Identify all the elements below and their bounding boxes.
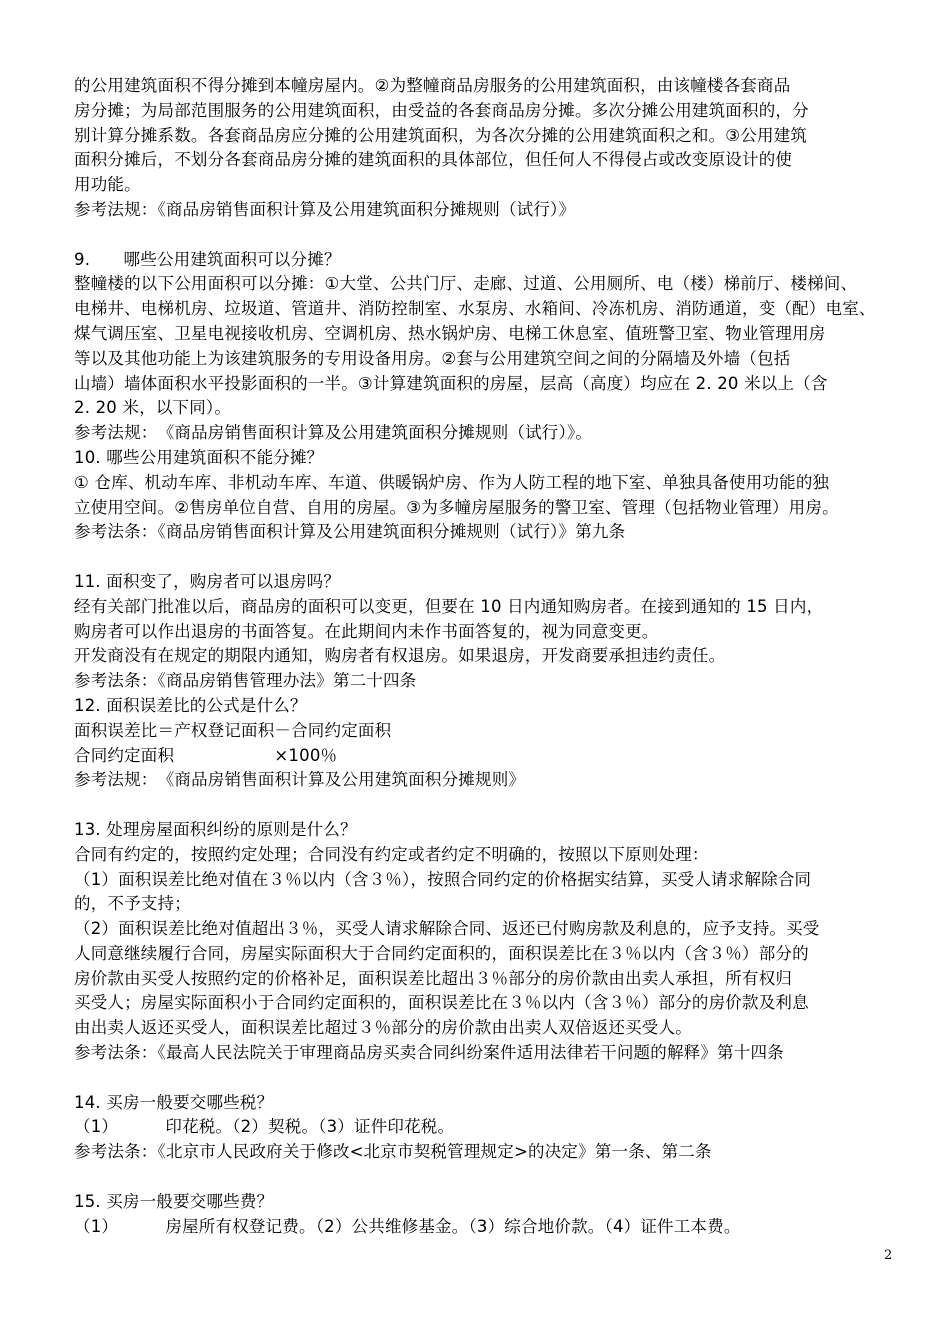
text-line: 12. 面积误差比的公式是什么？ — [74, 695, 307, 715]
text-line: 买受人；房屋实际面积小于合同约定面积的，面积误差比在３％以内（含３％）部分的房价款及利息 — [74, 993, 809, 1013]
text-line: 参考法条：《最高人民法院关于审理商品房买卖合同纠纷案件适用法律若干问题的解释》第十四条 — [74, 1043, 784, 1063]
text-line: 由出卖人返还买受人，面积误差比超过３％部分的房价款由出卖人双倍返还买受人。 — [74, 1018, 692, 1038]
text-line: 的，不予支持； — [74, 894, 191, 914]
text-line: 参考法规： 《商品房销售面积计算及公用建筑面积分摊规则》 — [74, 770, 526, 790]
text-line: 别计算分摊系数。各套商品房应分摊的公用建筑面积，为各次分摊的公用建筑面积之和。③公用建筑 — [74, 125, 808, 145]
text-line: （1） 房屋所有权登记费。（2）公共维修基金。（3）综合地价款。（4）证件工本费。 — [74, 1216, 741, 1236]
text-line: 电梯井、电梯机房、垃圾道、管道井、消防控制室、水泵房、水箱间、冷冻机房、消防通道，变（配）电室、 — [74, 299, 876, 319]
text-line: 立使用空间。②售房单位自营、自用的房屋。③为多幢房屋服务的警卫室、管理（包括物业管理）用房。 — [74, 497, 839, 517]
text-line: 参考法条：《商品房销售管理办法》第二十四条 — [74, 671, 417, 691]
text-line: 购房者可以作出退房的书面答复。在此期间内未作书面答复的，视为同意变更。 — [74, 621, 659, 641]
text-line: 9. 哪些公用建筑面积可以分摊？ — [74, 249, 341, 269]
page-number: 2 — [884, 1248, 893, 1263]
document-body — [74, 74, 894, 1239]
text-line: 14. 买房一般要交哪些税？ — [74, 1092, 274, 1112]
text-line: （1）面积误差比绝对值在３％以内（含３％），按照合同约定的价格据实结算，买受人请求解除合同 — [74, 869, 812, 889]
text-line: 房分摊；为局部范围服务的公用建筑面积，由受益的各套商品房分摊。多次分摊公用建筑面积的，分 — [74, 100, 809, 120]
text-line: 合同约定面积 ×100％ — [74, 745, 338, 765]
text-line: 经有关部门批准以后，商品房的面积可以变更，但要在 10 日内通知购房者。在接到通知的 15 日内， — [74, 596, 824, 616]
text-line: 开发商没有在规定的期限内通知，购房者有权退房。如果退房，开发商要承担违约责任。 — [74, 646, 726, 666]
paragraph-gap — [74, 1165, 894, 1190]
text-line: 用功能。 — [74, 175, 141, 195]
paragraph-gap — [74, 793, 894, 818]
text-line: 参考法条：《商品房销售面积计算及公用建筑面积分摊规则（试行）》第九条 — [74, 522, 626, 542]
text-line: 整幢楼的以下公用面积可以分摊：①大堂、公共门厅、走廊、过道、公用厕所、电（楼）梯前厅、楼梯间、 — [74, 274, 858, 294]
text-line: 面积误差比＝产权登记面积－合同约定面积 — [74, 720, 392, 740]
paragraph-gap — [74, 1066, 894, 1091]
text-line: 的公用建筑面积不得分摊到本幢房屋内。②为整幢商品房服务的公用建筑面积，由该幢楼各套商品 — [74, 76, 791, 95]
text-line: 参考法条：《北京市人民政府关于修改<北京市契税管理规定>的决定》第一条、第二条 — [74, 1142, 712, 1162]
paragraph-gap — [74, 223, 894, 248]
text-line: （2）面积误差比绝对值超出３％，买受人请求解除合同、返还已付购房款及利息的，应予支持。买受 — [74, 919, 820, 939]
paragraph-gap — [74, 545, 894, 570]
text-line: 10. 哪些公用建筑面积不能分摊？ — [74, 447, 324, 467]
text-line: 人同意继续履行合同，房屋实际面积大于合同约定面积的，面积误差比在３％以内（含３％）部分的 — [74, 943, 809, 963]
text-line: （1） 印花税。（2）契税。（3）证件印花税。 — [74, 1117, 455, 1137]
text-line: 房价款由买受人按照约定的价格补足，面积误差比超出３％部分的房价款由出卖人承担，所有权归 — [74, 968, 793, 988]
text-line: 2. 20 米，以下同）。 — [74, 398, 232, 418]
text-line: 参考法规： 《商品房销售面积计算及公用建筑面积分摊规则（试行）》。 — [74, 423, 593, 443]
text-line: 合同有约定的，按照约定处理；合同没有约定或者约定不明确的，按照以下原则处理： — [74, 844, 709, 864]
text-line: ① 仓库、机动车库、非机动车库、车道、供暖锅炉房、作为人防工程的地下室、单独具备使用功能的独 — [74, 472, 830, 492]
text-line: 参考法规：《商品房销售面积计算及公用建筑面积分摊规则（试行）》 — [74, 199, 576, 219]
text-line: 11. 面积变了，购房者可以退房吗？ — [74, 571, 341, 591]
text-line: 13. 处理房屋面积纠纷的原则是什么？ — [74, 819, 357, 839]
text-line: 煤气调压室、卫星电视接收机房、空调机房、热水锅炉房、电梯工休息室、值班警卫室、物业管理用房 — [74, 323, 826, 343]
text-line: 等以及其他功能上为该建筑服务的专用设备用房。②套与公用建筑空间之间的分隔墙及外墙（包括 — [74, 348, 791, 368]
text-line: 15. 买房一般要交哪些费？ — [74, 1191, 274, 1211]
text-line: 山墙）墙体面积水平投影面积的一半。③计算建筑面积的房屋，层高（高度）均应在 2. 20 米以上（含 — [74, 373, 828, 393]
text-line: 面积分摊后，不划分各套商品房分摊的建筑面积的具体部位，但任何人不得侵占或改变原设计的使 — [74, 150, 793, 170]
